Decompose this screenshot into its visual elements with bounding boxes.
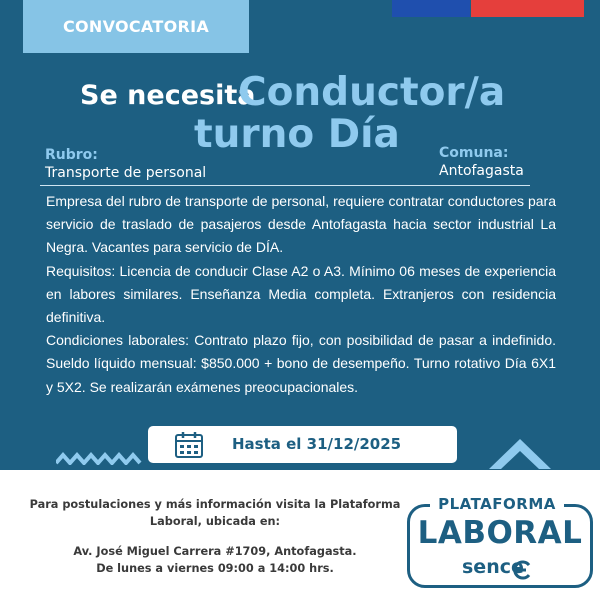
description-requirements: Requisitos: Licencia de conducir Clase A2 o A3. Mínimo 06 meses de experiencia en labores similares. Enseñanza Media completa. Extranjeros con residencia definitiva. (46, 262, 556, 326)
deadline-text: Hasta el 31/12/2025 (232, 435, 402, 453)
office-details (20, 543, 410, 577)
zigzag-decoration (56, 451, 146, 465)
rubro-value: Transporte de personal (45, 165, 207, 181)
logo-top-text: PLATAFORMA (430, 494, 564, 514)
sence-logo-icon (511, 559, 533, 581)
convocatoria-badge: CONVOCATORIA (23, 0, 249, 53)
flag-blue-stripe (392, 0, 470, 17)
chevron-up-icon (489, 437, 551, 471)
divider (40, 185, 530, 186)
job-description (46, 190, 556, 399)
info-line-1: Para postulaciones y más información visita la Plataforma (29, 498, 401, 511)
description-conditions: Condiciones laborales: Contrato plazo fijo, con posibilidad de pasar a indefinido. Sueldo líquido mensual: $850.000 + bono de desempeño. Turno rotativo Día 6X1 y 5X2. Se realizarán exámenes preocupacionales. (46, 332, 556, 395)
application-info (20, 496, 410, 530)
logo-brand-text: sence (462, 556, 524, 578)
job-title-line2: turno Día (194, 112, 400, 157)
rubro-label: Rubro: (45, 147, 98, 163)
intro-heading: Se necesita (80, 80, 256, 111)
office-hours: De lunes a viernes 09:00 a 14:00 hrs. (96, 562, 334, 575)
info-line-2: Laboral, ubicada en: (149, 515, 281, 528)
office-address: Av. José Miguel Carrera #1709, Antofagasta. (73, 545, 357, 558)
comuna-value: Antofagasta (439, 163, 524, 179)
description-company: Empresa del rubro de transporte de personal, requiere contratar conductores para servicio de traslado de pasajeros desde Antofagasta hacia sector industrial La Negra. Vacantes para servicio de DÍA. (46, 193, 556, 256)
job-title-line1: Conductor/a (238, 70, 506, 115)
calendar-icon (174, 430, 204, 459)
logo-main-text: LABORAL (417, 515, 583, 551)
flag-red-stripe (471, 0, 584, 17)
comuna-label: Comuna: (439, 145, 509, 161)
deadline-box (148, 426, 457, 463)
